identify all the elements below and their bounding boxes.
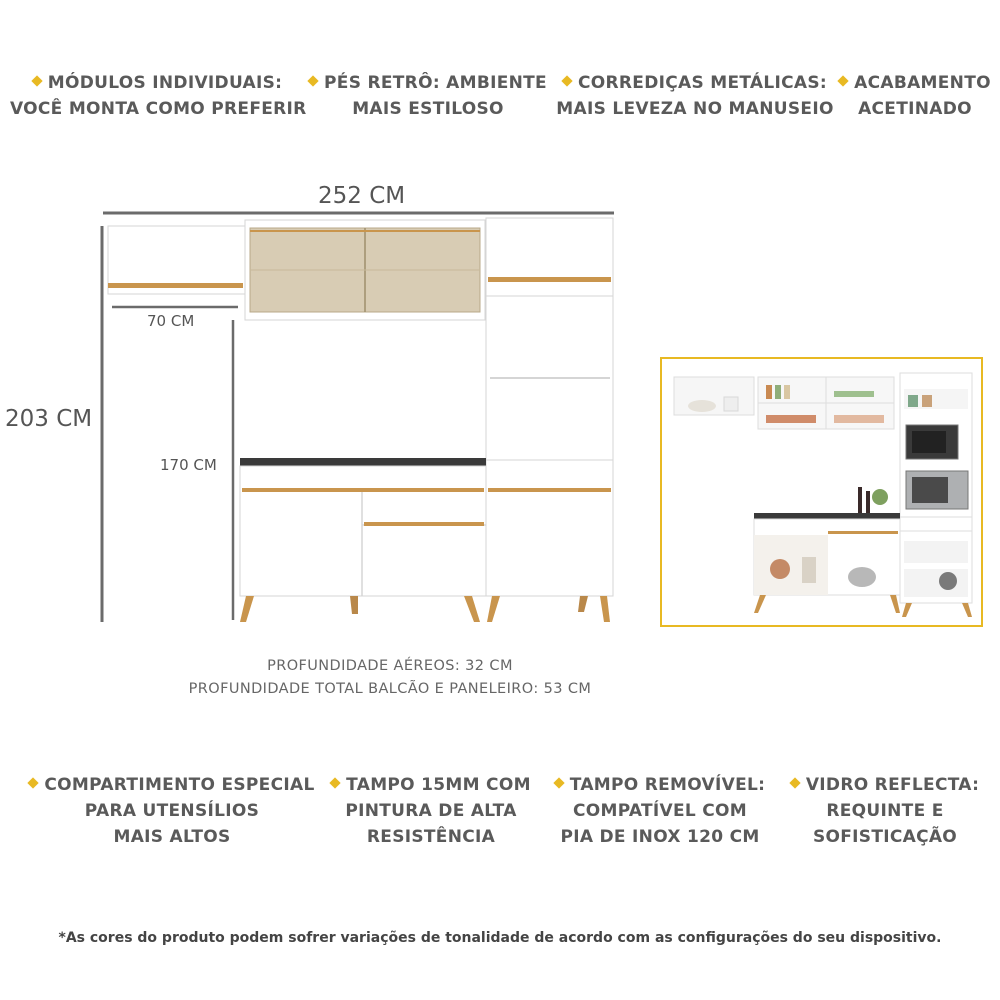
feature-line: COMPARTIMENTO ESPECIAL	[44, 775, 315, 795]
kitchen-photo-illustration	[662, 359, 981, 625]
diamond-bullet-icon	[28, 777, 39, 788]
feature-line: VIDRO REFLECTA:	[805, 775, 980, 795]
feature-line: TAMPO 15MM COM	[346, 775, 531, 795]
color-disclaimer: *As cores do produto podem sofrer variações de tonalidade de acordo com as configurações do seu dispositivo.	[58, 930, 942, 946]
feature-tampo-15mm	[322, 772, 540, 850]
feature-vidro-reflecta	[785, 772, 985, 850]
feature-line: PÉS RETRÔ: AMBIENTE	[324, 73, 547, 93]
diamond-bullet-icon	[837, 75, 848, 86]
upper-cabinet-left	[108, 226, 245, 294]
feature-line: MAIS ALTOS	[113, 827, 231, 847]
cabinet-technical-drawing	[0, 0, 660, 640]
diamond-bullet-icon	[553, 777, 564, 788]
tall-cabinet	[486, 218, 613, 622]
feature-line: COMPATÍVEL COM	[572, 801, 748, 821]
wall-gap-dimension-label: 70 CM	[147, 312, 195, 330]
feature-line: MAIS LEVEZA NO MANUSEIO	[556, 99, 834, 119]
diamond-bullet-icon	[789, 777, 800, 788]
diamond-bullet-icon	[330, 777, 341, 788]
feature-compartimento	[22, 772, 322, 850]
height-dimension-label: 203 CM	[5, 406, 93, 432]
depth-notes	[100, 655, 680, 701]
feature-acabamento	[835, 70, 995, 122]
width-dimension-label: 252 CM	[318, 183, 406, 209]
feature-line: ACABAMENTO	[854, 73, 991, 93]
feature-line: SOFISTICAÇÃO	[812, 827, 958, 847]
feature-tampo-removivel	[540, 772, 780, 850]
feature-line: CORREDIÇAS METÁLICAS:	[577, 73, 828, 93]
feature-line: PARA UTENSÍLIOS	[84, 801, 260, 821]
feature-line: TAMPO REMOVÍVEL:	[569, 775, 766, 795]
feature-line: MAIS ESTILOSO	[352, 99, 504, 119]
product-photo	[660, 357, 983, 627]
depth-note-balcao: PROFUNDIDADE TOTAL BALCÃO E PANELEIRO: 53 CM	[188, 681, 592, 697]
feature-line: MÓDULOS INDIVIDUAIS:	[47, 73, 283, 93]
feature-line: ACETINADO	[858, 99, 972, 119]
base-cabinet	[240, 458, 486, 622]
feature-line: RESISTÊNCIA	[366, 827, 496, 847]
upper-cabinet-glass	[245, 220, 485, 320]
counter-height-dimension-label: 170 CM	[160, 456, 217, 474]
depth-note-aereos: PROFUNDIDADE AÉREOS: 32 CM	[267, 658, 513, 674]
feature-line: VOCÊ MONTA COMO PREFERIR	[10, 99, 307, 119]
feature-line: PINTURA DE ALTA	[345, 801, 517, 821]
feature-line: PIA DE INOX 120 CM	[560, 827, 760, 847]
feature-line: REQUINTE E	[826, 801, 944, 821]
